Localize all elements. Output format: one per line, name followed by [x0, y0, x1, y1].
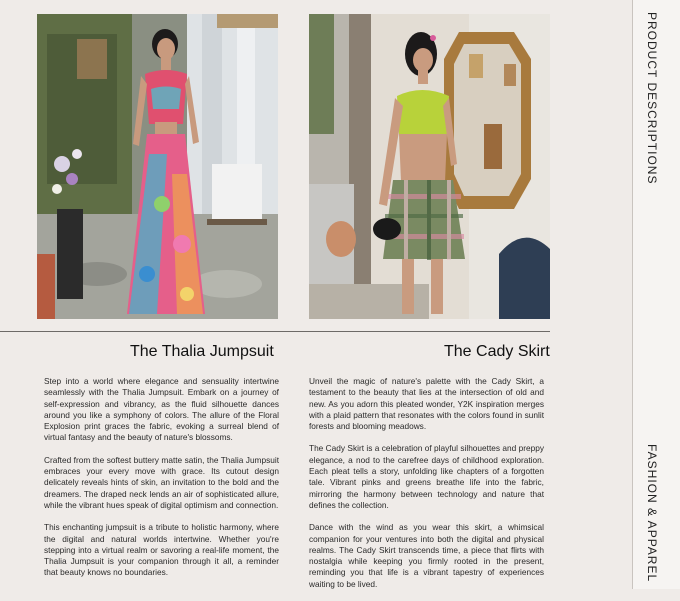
description-cady [309, 376, 544, 601]
paragraph: Dance with the wind as you wear this skirt, a whimsical companion for your ventures into both the digital and physical realms. The Cady Skirt transcends time, a piece that flirts with nostalgia while keeping you firmly rooted in the present, reminding you that life is a vibrant tapestry of experiences waiting to be lived. [309, 522, 544, 589]
category-sidebar [632, 0, 680, 589]
paragraph: Unveil the magic of nature's palette with the Cady Skirt, a testament to the beauty that lies at the intersection of old and new. As you adorn this pleated wonder, Y2K inspiration merges with a plaid pattern that resonates with the colors found in sunlit forests and blooming meadows. [309, 376, 544, 432]
sidebar-label-fashion-apparel: FASHION & APPAREL [645, 444, 659, 583]
paragraph: This enchanting jumpsuit is a tribute to holistic harmony, where the digital and natural worlds intertwine. Whether you're stepping into a virtual realm or savoring a real-life moment, the Thalia Jumpsuit is your companion through it all, a reminder that beauty knows no boundaries. [44, 522, 279, 578]
product-title-thalia: The Thalia Jumpsuit [130, 343, 274, 360]
sidebar-label-product-descriptions: PRODUCT DESCRIPTIONS [645, 12, 659, 185]
section-divider [0, 331, 550, 332]
paragraph: The Cady Skirt is a celebration of playful silhouettes and preppy elegance, a nod to the carefree days of childhood exploration. Each pleat tells a story, unfolding like chapters of a forgotten tale. Vibrant pinks and greens breathe life into the fabric, mirroring the harmony between technology and nature that defines the collection. [309, 443, 544, 510]
paragraph: Step into a world where elegance and sensuality intertwine seamlessly with the Thalia Jumpsuit. Embark on a journey of self-expression and vibrancy, as the fluid silhouette dances around you like a symphony of colors. The allure of the Floral Explosion print graces the fabric, evoking a surreal blend of virtual fantasy and the beauty of nature's blossoms. [44, 376, 279, 443]
cady-skirt-photo [309, 14, 550, 319]
product-title-cady: The Cady Skirt [444, 343, 550, 360]
paragraph: Crafted from the softest buttery matte satin, the Thalia Jumpsuit embraces your every move with grace. Its cutout design delicately reveals hints of skin, an invitation to the bold and the dreamers. The draped neck lends an air of sophisticated allure, while the vibrant hues speak of digital optimism and connection. [44, 454, 279, 510]
thalia-jumpsuit-photo [37, 14, 278, 319]
description-thalia [44, 376, 279, 590]
